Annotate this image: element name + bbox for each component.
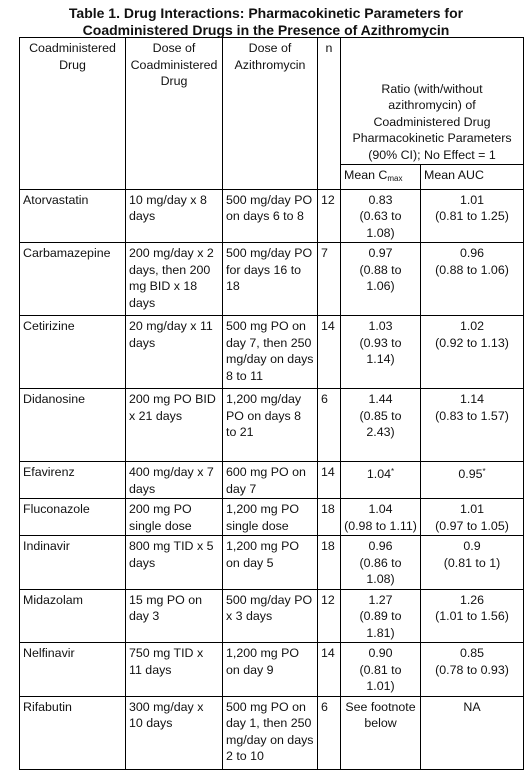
auc-value: 0.9 bbox=[463, 539, 481, 553]
auc-value-line bbox=[424, 699, 520, 716]
dose-coadministered: 400 mg/day x 7 days bbox=[129, 465, 214, 496]
cell-dose-coadministered bbox=[126, 316, 223, 389]
auc-value: 0.96 bbox=[459, 246, 485, 260]
dose-coadministered: 200 mg PO single dose bbox=[129, 502, 192, 533]
cell-mean-cmax bbox=[341, 589, 421, 643]
cell-mean-auc bbox=[421, 499, 524, 536]
cell-n bbox=[318, 696, 341, 769]
cell-mean-cmax bbox=[341, 462, 421, 499]
auc-value-line bbox=[424, 645, 520, 662]
cell-n bbox=[318, 316, 341, 389]
auc-value: 1.01 bbox=[459, 502, 485, 516]
cell-dose-coadministered bbox=[126, 643, 223, 697]
cmax-ci: (0.81 to 1.01) bbox=[359, 662, 402, 693]
auc-value-line bbox=[424, 192, 520, 209]
drug-name: Atorvastatin bbox=[23, 192, 89, 207]
auc-footnote-mark: * bbox=[482, 467, 486, 476]
cmax-value: 1.04 bbox=[368, 502, 393, 516]
cmax-ci: (0.88 to 1.06) bbox=[359, 262, 402, 293]
cmax-value: 1.44 bbox=[368, 392, 393, 406]
drug-name: Carbamazepine bbox=[23, 246, 111, 260]
drug-name: Nelfinavir bbox=[23, 646, 75, 660]
cell-n bbox=[318, 643, 341, 697]
cell-mean-auc bbox=[421, 316, 524, 389]
cell-n bbox=[318, 389, 341, 462]
cell-drug bbox=[20, 499, 126, 536]
cell-drug bbox=[20, 316, 126, 389]
table-row bbox=[20, 243, 524, 316]
cell-dose-coadministered bbox=[126, 499, 223, 536]
header-drug: Coadministered Drug bbox=[20, 38, 126, 190]
cell-drug bbox=[20, 462, 126, 499]
auc-value: 1.02 bbox=[459, 319, 485, 333]
title-line-2: Coadministered Drugs in the Presence of Azithromycin bbox=[82, 22, 450, 38]
cmax-value: 1.03 bbox=[368, 319, 393, 333]
auc-ci: (0.83 to 1.57) bbox=[435, 408, 509, 423]
cell-mean-cmax bbox=[341, 389, 421, 462]
header-dose-azithromycin: Dose of Azithromycin bbox=[223, 38, 318, 190]
auc-value-line bbox=[424, 318, 520, 335]
table-row bbox=[20, 462, 524, 499]
auc-value: 0.85 bbox=[459, 646, 485, 660]
drug-name: Rifabutin bbox=[23, 699, 72, 714]
cell-dose-azithromycin bbox=[223, 536, 318, 590]
header-mean-auc: Mean AUC bbox=[421, 165, 524, 190]
auc-value-line bbox=[424, 464, 520, 483]
dose-azithromycin: 1,200 mg PO single dose bbox=[226, 502, 300, 533]
sample-size: 6 bbox=[321, 699, 328, 714]
cell-dose-coadministered bbox=[126, 536, 223, 590]
cell-mean-auc bbox=[421, 643, 524, 697]
auc-value: 1.14 bbox=[459, 392, 485, 406]
auc-value-line bbox=[424, 592, 520, 609]
cell-n bbox=[318, 189, 341, 243]
sample-size: 14 bbox=[321, 465, 335, 479]
cmax-ci: (0.98 to 1.11) bbox=[344, 518, 417, 533]
header-n: n bbox=[318, 38, 341, 190]
cell-mean-auc bbox=[421, 462, 524, 499]
dose-coadministered: 800 mg TID x 5 days bbox=[129, 539, 214, 570]
cell-n bbox=[318, 499, 341, 536]
sample-size: 14 bbox=[321, 646, 335, 660]
table-row bbox=[20, 589, 524, 643]
cell-mean-cmax bbox=[341, 243, 421, 316]
dose-azithromycin: 500 mg/day PO for days 16 to 18 bbox=[226, 246, 313, 293]
auc-ci: (0.81 to 1.25) bbox=[435, 209, 509, 223]
cmax-value: 0.90 bbox=[368, 646, 393, 660]
header-dose-coadministered: Dose of Coadministered Drug bbox=[126, 38, 223, 190]
dose-azithromycin: 1,200 mg PO on day 9 bbox=[226, 646, 300, 677]
table-row bbox=[20, 316, 524, 389]
cell-dose-coadministered bbox=[126, 243, 223, 316]
header-ratio: Ratio (with/without azithromycin) of Coadministered Drug Pharmacokinetic Parameters (90% CI); No Effect = 1 bbox=[341, 38, 524, 165]
sample-size: 18 bbox=[321, 502, 335, 516]
cell-mean-cmax bbox=[341, 643, 421, 697]
table-row bbox=[20, 643, 524, 697]
table-row bbox=[20, 499, 524, 536]
cmax-value: 0.97 bbox=[368, 246, 393, 260]
cmax-ci: (0.86 to 1.08) bbox=[359, 555, 402, 586]
auc-value-line bbox=[424, 391, 520, 408]
dose-coadministered: 200 mg PO BID x 21 days bbox=[129, 392, 216, 423]
table-row bbox=[20, 536, 524, 590]
cell-mean-cmax bbox=[341, 189, 421, 243]
auc-ci: (0.81 to 1) bbox=[443, 555, 501, 570]
cell-n bbox=[318, 589, 341, 643]
sample-size: 14 bbox=[321, 319, 335, 333]
dose-coadministered: 300 mg/day x 10 days bbox=[129, 699, 204, 730]
header-mean-cmax bbox=[341, 165, 421, 190]
auc-value: 0.95 bbox=[458, 467, 483, 481]
cell-dose-azithromycin bbox=[223, 389, 318, 462]
auc-ci: (1.01 to 1.56) bbox=[435, 609, 509, 623]
sample-size: 12 bbox=[321, 592, 335, 607]
cell-dose-azithromycin bbox=[223, 316, 318, 389]
sample-size: 7 bbox=[321, 246, 328, 260]
dose-coadministered: 200 mg/day x 2 days, then 200 mg BID x 18 days bbox=[129, 246, 214, 310]
cell-mean-cmax bbox=[341, 499, 421, 536]
cell-n bbox=[318, 536, 341, 590]
header-mean-cmax-label: Mean C bbox=[344, 168, 388, 182]
dose-azithromycin: 600 mg PO on day 7 bbox=[226, 465, 306, 496]
cell-mean-auc bbox=[421, 189, 524, 243]
drug-name: Midazolam bbox=[23, 592, 83, 607]
cmax-ci: (0.89 to 1.81) bbox=[359, 609, 402, 640]
cell-drug bbox=[20, 189, 126, 243]
dose-azithromycin: 500 mg/day PO x 3 days bbox=[226, 592, 313, 623]
drug-interactions-table bbox=[19, 37, 524, 770]
cmax-ci: (0.63 to 1.08) bbox=[359, 209, 402, 240]
cell-dose-coadministered bbox=[126, 389, 223, 462]
cell-dose-azithromycin bbox=[223, 189, 318, 243]
cmax-value-line bbox=[344, 192, 417, 209]
drug-name: Didanosine bbox=[23, 392, 85, 406]
cmax-value-line bbox=[344, 391, 417, 408]
cmax-footnote-mark: * bbox=[391, 467, 395, 476]
dose-azithromycin: 1,200 mg/day PO on days 8 to 21 bbox=[226, 392, 302, 439]
drug-name: Cetirizine bbox=[23, 319, 75, 333]
cell-n bbox=[318, 462, 341, 499]
auc-ci: (0.78 to 0.93) bbox=[435, 662, 509, 677]
dose-coadministered: 750 mg TID x 11 days bbox=[129, 646, 204, 677]
cell-drug bbox=[20, 536, 126, 590]
auc-value: 1.01 bbox=[459, 192, 485, 207]
cell-dose-coadministered bbox=[126, 462, 223, 499]
drug-name: Indinavir bbox=[23, 539, 70, 553]
dose-azithromycin: 500 mg/day PO on days 6 to 8 bbox=[226, 192, 313, 223]
cell-mean-cmax bbox=[341, 316, 421, 389]
dose-azithromycin: 500 mg PO on day 1, then 250 mg/day on days 2 to 10 bbox=[226, 699, 314, 763]
drug-name: Fluconazole bbox=[23, 502, 90, 516]
dose-azithromycin: 500 mg PO on day 7, then 250 mg/day on days 8 to 11 bbox=[226, 319, 314, 383]
dose-coadministered: 15 mg PO on day 3 bbox=[129, 592, 203, 623]
cell-mean-auc bbox=[421, 589, 524, 643]
cell-dose-coadministered bbox=[126, 696, 223, 769]
cell-drug bbox=[20, 243, 126, 316]
sample-size: 12 bbox=[321, 192, 335, 207]
table-row bbox=[20, 696, 524, 769]
drug-name: Efavirenz bbox=[23, 465, 75, 479]
cmax-value-line bbox=[344, 245, 417, 262]
cmax-value-line bbox=[344, 501, 417, 518]
table-row bbox=[20, 389, 524, 462]
cmax-ci: (0.85 to 2.43) bbox=[359, 408, 402, 439]
cell-dose-azithromycin bbox=[223, 696, 318, 769]
cell-dose-coadministered bbox=[126, 189, 223, 243]
cell-mean-auc bbox=[421, 696, 524, 769]
cell-mean-auc bbox=[421, 243, 524, 316]
cell-dose-azithromycin bbox=[223, 643, 318, 697]
sample-size: 18 bbox=[321, 539, 335, 553]
auc-value-line bbox=[424, 245, 520, 262]
cell-mean-auc bbox=[421, 389, 524, 462]
cell-dose-azithromycin bbox=[223, 499, 318, 536]
cmax-value: 0.96 bbox=[368, 539, 393, 553]
cell-drug bbox=[20, 589, 126, 643]
auc-ci: (0.92 to 1.13) bbox=[435, 335, 509, 350]
cmax-value: 1.27 bbox=[368, 592, 393, 607]
cell-dose-azithromycin bbox=[223, 462, 318, 499]
header-row bbox=[20, 38, 524, 165]
cell-drug bbox=[20, 643, 126, 697]
auc-ci: (0.97 to 1.05) bbox=[435, 518, 509, 533]
cmax-value-line bbox=[344, 592, 417, 609]
sample-size: 6 bbox=[321, 392, 328, 406]
dose-coadministered: 10 mg/day x 8 days bbox=[129, 192, 207, 223]
dose-coadministered: 20 mg/day x 11 days bbox=[129, 319, 213, 350]
cmax-value: 0.83 bbox=[368, 192, 393, 207]
cell-n bbox=[318, 243, 341, 316]
title-line-1: Table 1. Drug Interactions: Pharmacokinetic Parameters for bbox=[68, 5, 464, 21]
cmax-value-line bbox=[344, 538, 417, 555]
cmax-value-line bbox=[344, 645, 417, 662]
auc-value: NA bbox=[463, 699, 481, 714]
table-body bbox=[20, 189, 524, 769]
cell-drug bbox=[20, 696, 126, 769]
cell-mean-cmax bbox=[341, 696, 421, 769]
cell-dose-coadministered bbox=[126, 589, 223, 643]
cell-mean-auc bbox=[421, 536, 524, 590]
cell-dose-azithromycin bbox=[223, 589, 318, 643]
cell-dose-azithromycin bbox=[223, 243, 318, 316]
cell-mean-cmax bbox=[341, 536, 421, 590]
cell-drug bbox=[20, 389, 126, 462]
cmax-value-line bbox=[344, 318, 417, 335]
cmax-value-line bbox=[344, 464, 417, 483]
table-title bbox=[0, 0, 532, 37]
cmax-value-line bbox=[344, 699, 417, 732]
auc-value-line bbox=[424, 501, 520, 518]
cmax-ci: (0.93 to 1.14) bbox=[359, 335, 402, 366]
auc-ci: (0.88 to 1.06) bbox=[435, 262, 509, 277]
auc-value-line bbox=[424, 538, 520, 555]
cmax-value: See footnote below bbox=[345, 699, 416, 730]
header-mean-cmax-subscript: max bbox=[387, 174, 403, 183]
table-row bbox=[20, 189, 524, 243]
cmax-value: 1.04 bbox=[366, 467, 391, 481]
dose-azithromycin: 1,200 mg PO on day 5 bbox=[226, 539, 300, 570]
auc-value: 1.26 bbox=[459, 592, 485, 607]
